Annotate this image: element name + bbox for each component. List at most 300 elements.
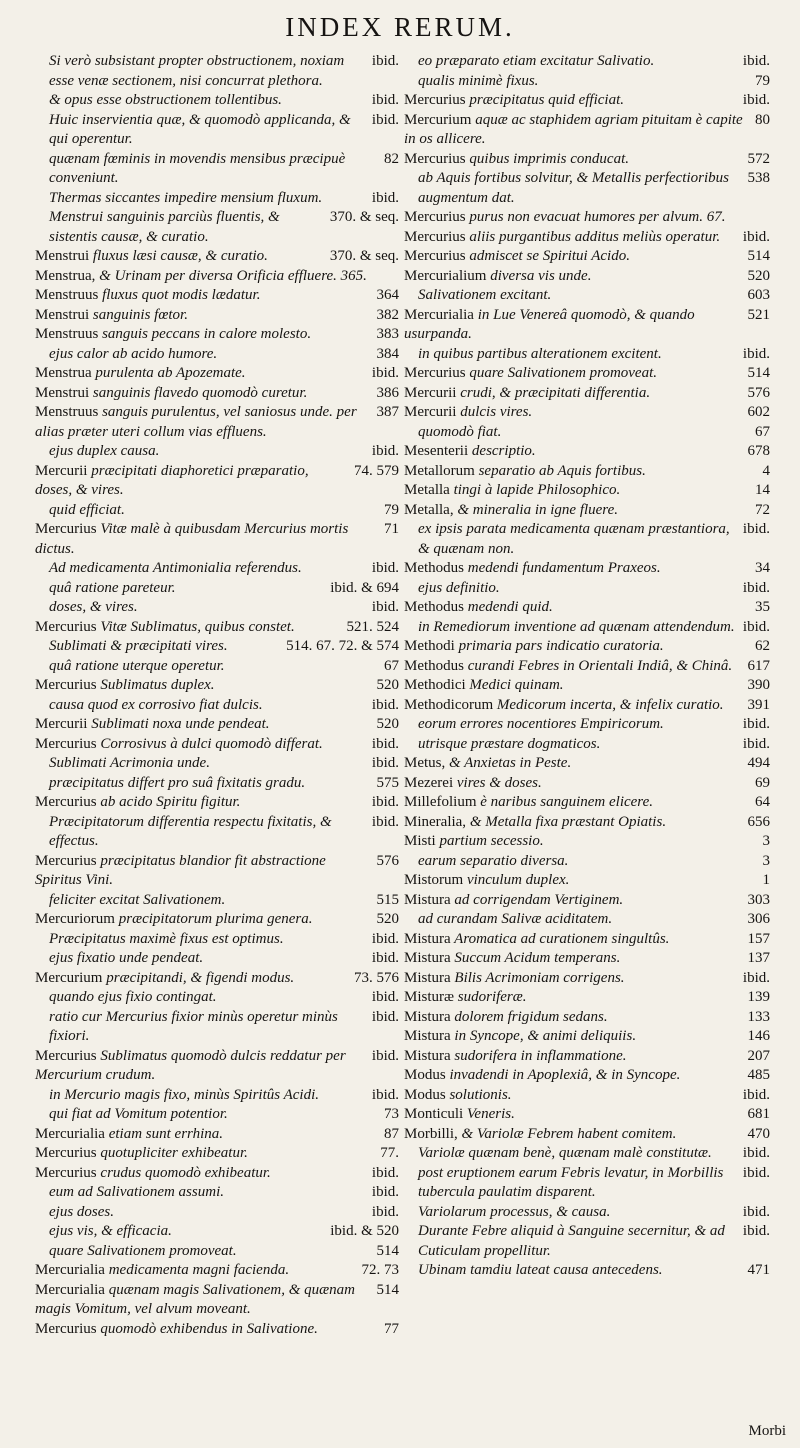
index-entry (404, 1164, 770, 1203)
entry-page-ref: 67 (755, 423, 770, 440)
entry-page-ref: 370. & seq. (329, 248, 399, 264)
index-entry (35, 189, 399, 209)
entry-page-ref: 520 (747, 267, 770, 284)
entry-heading: Mistura (404, 969, 451, 986)
index-entry (35, 306, 399, 326)
index-entry (404, 969, 770, 989)
entry-heading: Mercurius (35, 1145, 97, 1161)
index-entry (35, 1242, 399, 1262)
entry-page-ref: 1 (762, 872, 770, 888)
entry-page-ref: 67 (384, 657, 399, 674)
entry-text: ad curandam Salivæ aciditatem. (418, 911, 613, 927)
entry-heading: Metus, (404, 755, 446, 771)
entry-text: in quibus partibus alterationem excitent. (418, 345, 662, 362)
entry-page-ref: 3 (762, 852, 770, 869)
entry-heading: Mercurius (35, 794, 97, 810)
index-entry (404, 91, 770, 111)
index-entry (404, 1261, 770, 1281)
index-entry (404, 715, 770, 735)
index-entry (404, 286, 770, 306)
entry-heading: Mercurialium (404, 267, 487, 284)
index-entry (404, 111, 770, 150)
catchword: Morbi (748, 1423, 786, 1439)
index-entry (404, 1125, 770, 1145)
entry-text: quâ ratione pareteur. (49, 579, 176, 596)
entry-text: in Mercurio magis fixo, minùs Spiritûs Acidi. (49, 1086, 319, 1103)
index-entry (404, 949, 770, 969)
entry-heading: Mercurius (35, 618, 97, 635)
entry-text: sanguis peccans in calore molesto. (102, 326, 312, 342)
entry-text: purulenta ab Apozemate. (95, 365, 246, 381)
entry-text: quare Salivationem promoveat. (49, 1242, 237, 1259)
entry-text: purus non evacuat humores per alvum. 67. (469, 209, 726, 225)
entry-text: aliis purgantibus additus meliùs operatur. (469, 228, 721, 245)
entry-text: dulcis vires. (460, 404, 533, 420)
index-entry (404, 871, 770, 891)
entry-text: solutionis. (449, 1086, 512, 1103)
entry-page-ref: 35 (755, 599, 770, 615)
entry-page-ref: ibid. (371, 189, 399, 206)
entry-text: earum separatio diversa. (418, 852, 569, 869)
index-entry (35, 813, 399, 852)
entry-heading: Methodus (404, 599, 464, 615)
entry-text: separatio ab Aquis fortibus. (478, 462, 646, 479)
entry-text: etiam sunt errhina. (108, 1125, 224, 1142)
index-entry (404, 579, 770, 599)
entry-heading: Mezerei (404, 774, 454, 791)
entry-text: Medici quinam. (469, 677, 564, 693)
entry-page-ref: ibid. (742, 345, 770, 362)
entry-text: præcipitatus blandior fit abstractione Spiritus Vini. (35, 852, 326, 888)
entry-text: sanguis purulentus, vel saniosus unde. per alias præter uteri collum vias effluens. (35, 404, 357, 440)
index-entry (404, 423, 770, 443)
index-entry (404, 793, 770, 813)
entry-page-ref: 681 (747, 1106, 770, 1122)
entry-page-ref: 139 (747, 989, 770, 1005)
entry-page-ref: 514 (747, 365, 770, 381)
entry-heading: Morbilli, (404, 1125, 458, 1142)
entry-heading: Mineralia, (404, 813, 467, 830)
entry-text: doses, & vires. (49, 599, 138, 615)
entry-page-ref: ibid. (371, 1184, 399, 1200)
entry-text: Vitæ malè à quibusdam Mercurius mortis dictus. (35, 521, 349, 557)
index-entry (404, 1066, 770, 1086)
entry-heading: Mercurium (35, 969, 103, 986)
index-entry (404, 481, 770, 501)
index-entry (35, 793, 399, 813)
entry-text: ratio cur Mercurius fixior minùs operetur minùs fixiori. (49, 1008, 338, 1044)
entry-page-ref: ibid. (371, 365, 399, 381)
entry-heading: Mercurius (404, 228, 466, 245)
entry-text: vinculum duplex. (466, 872, 570, 888)
index-entry (35, 559, 399, 579)
entry-text: sanguinis fœtor. (92, 306, 188, 323)
entry-text: qui fiat ad Vomitum potentior. (49, 1106, 228, 1122)
entry-page-ref: ibid. (742, 1164, 770, 1181)
entry-heading: Misti (404, 833, 436, 849)
index-entry (35, 579, 399, 599)
entry-page-ref: ibid. (371, 1008, 399, 1025)
index-entry (404, 988, 770, 1008)
index-entry (404, 1222, 770, 1261)
index-entry (35, 1047, 399, 1086)
entry-text: qualis minimè fixus. (418, 72, 539, 89)
index-entry (404, 637, 770, 657)
entry-heading: Mercurius (404, 150, 466, 167)
entry-text: quâ ratione uterque operetur. (49, 657, 225, 674)
entry-text: aquæ ac staphidem agriam pituitam è capite in os allicere. (404, 111, 743, 147)
entry-text: in Syncope, & animi deliquiis. (454, 1028, 637, 1044)
entry-text: fluxus læsi causæ, & curatio. (92, 248, 268, 264)
index-entry (35, 1144, 399, 1164)
entry-text: post eruptionem earum Febris levatur, in Morbillis tubercula paulatim disparent. (418, 1164, 724, 1200)
entry-heading: Mercurius (404, 248, 466, 264)
entry-page-ref: ibid. (371, 560, 399, 576)
entry-page-ref: 515 (376, 891, 399, 908)
entry-text: ab acido Spiritu figitur. (100, 794, 241, 810)
entry-text: medendi fundamentum Praxeos. (467, 560, 661, 576)
entry-text: Sublimati Acrimonia unde. (49, 755, 210, 771)
entry-page-ref: 520 (376, 716, 399, 732)
entry-heading: Mercurius (404, 365, 466, 381)
entry-text: ejus calor ab acido humore. (49, 345, 218, 362)
index-entry (404, 403, 770, 423)
entry-page-ref: 77. (380, 1145, 399, 1161)
entry-heading: Menstrui (35, 384, 90, 401)
entry-text: Medicorum incerta, & infelix curatio. (496, 696, 724, 713)
entry-heading: Mistura (404, 950, 451, 966)
entry-text: Veneris. (466, 1106, 515, 1122)
index-entry (404, 1144, 770, 1164)
entry-page-ref: ibid. (371, 794, 399, 810)
entry-text: & Variolæ Febrem habent comitem. (461, 1125, 677, 1142)
entry-text: præcipitatus quid efficiat. (469, 92, 624, 108)
entry-page-ref: ibid. (371, 735, 399, 752)
index-entry (404, 930, 770, 950)
entry-page-ref: 364 (376, 287, 399, 303)
entry-text: quænam fœminis in movendis mensibus præcipuè conveniunt. (49, 150, 346, 186)
entry-heading: Mercurii (404, 404, 457, 420)
entry-heading: Mercurialia (404, 306, 474, 323)
entry-text: Variolæ quænam benè, quænam malè constitutæ. (418, 1145, 712, 1161)
entry-heading: Mistorum (404, 872, 464, 888)
entry-page-ref: ibid. (742, 1086, 770, 1103)
entry-page-ref: 133 (747, 1008, 770, 1025)
entry-text: quare Salivationem promoveat. (469, 365, 658, 381)
index-entry (35, 891, 399, 911)
entry-text: crudi, & præcipitati differentia. (460, 384, 651, 401)
index-entry (35, 462, 399, 501)
index-entry (404, 267, 770, 287)
entry-page-ref: ibid. (371, 53, 399, 69)
entry-page-ref: 485 (747, 1067, 770, 1083)
index-entry (35, 384, 399, 404)
entry-page-ref: 79 (755, 72, 770, 89)
entry-page-ref: ibid. (742, 969, 770, 986)
index-entry (404, 1203, 770, 1223)
entry-text: ejus doses. (49, 1203, 114, 1220)
entry-text: diversa vis unde. (490, 267, 592, 284)
entry-page-ref: ibid. (371, 696, 399, 713)
index-entry (35, 345, 399, 365)
index-entry (35, 403, 399, 442)
entry-text: ex ipsis parata medicamenta quænam præstantiora, & quænam non. (418, 521, 730, 557)
entry-page-ref: ibid. (742, 1223, 770, 1239)
index-entry (35, 1105, 399, 1125)
entry-page-ref: 14 (755, 482, 770, 498)
entry-heading: Mercurii (35, 716, 88, 732)
entry-text: ejus duplex causa. (49, 443, 160, 459)
entry-page-ref: 79 (384, 501, 399, 518)
index-entry (35, 1008, 399, 1047)
entry-heading: Metallorum (404, 462, 475, 479)
entry-heading: Metalla (404, 482, 450, 498)
index-entry (404, 501, 770, 521)
entry-heading: Mercurius (35, 852, 97, 869)
entry-page-ref: 382 (376, 306, 399, 323)
entry-text: præcipitati diaphoretici præparatio, doses, & vires. (35, 462, 309, 498)
entry-heading: Misturæ (404, 989, 455, 1005)
entry-text: Durante Febre aliquid à Sanguine secernitur, & ad Cuticulam propellitur. (418, 1223, 725, 1259)
entry-page-ref: ibid. (742, 521, 770, 537)
entry-heading: Mercurii (35, 462, 88, 479)
entry-text: Ubinam tamdiu lateat causa antecedens. (418, 1262, 663, 1278)
entry-page-ref: 521. 524 (346, 618, 399, 635)
entry-page-ref: ibid. (371, 599, 399, 615)
entry-text: quando ejus fixio contingat. (49, 989, 217, 1005)
entry-page-ref: 64 (755, 794, 770, 810)
index-entry (35, 364, 399, 384)
index-entry (35, 676, 399, 696)
entry-page-ref: 303 (747, 891, 770, 908)
entry-text: Sublimatus quomodò dulcis reddatur per Mercurium crudum. (35, 1047, 346, 1083)
entry-page-ref: ibid. (371, 443, 399, 459)
entry-text: Menstrui sanguinis parciùs fluentis, & sistentis causæ, & curatio. (49, 209, 280, 245)
entry-page-ref: 80 (755, 111, 770, 128)
entry-heading: Mercurius (35, 1320, 97, 1337)
entry-page-ref: 87 (384, 1125, 399, 1142)
entry-page-ref: ibid. (371, 111, 399, 128)
index-entry (35, 754, 399, 774)
entry-text: ejus vis, & efficacia. (49, 1223, 172, 1239)
entry-text: Huic inservientia quæ, & quomodò applicanda, & qui operentur. (49, 111, 351, 147)
entry-page-ref: 520 (376, 677, 399, 693)
entry-page-ref: 146 (747, 1028, 770, 1044)
entry-heading: Mistura (404, 891, 451, 908)
entry-heading: Menstrui (35, 248, 90, 264)
entry-heading: Mercurium (404, 111, 472, 128)
entry-text: in Lue Venereâ quomodò, & quando usurpanda. (404, 306, 695, 342)
entry-heading: Mercurius (35, 677, 97, 693)
index-entry (35, 1183, 399, 1203)
entry-text: Si verò subsistant propter obstructionem, noxiam esse venæ sectionem, nisi concurrat plethora. (49, 53, 345, 89)
entry-page-ref: ibid. (742, 53, 770, 69)
entry-text: & opus esse obstructionem tollentibus. (49, 92, 282, 108)
index-entry (404, 364, 770, 384)
index-column-right (404, 52, 770, 1281)
index-entry (404, 247, 770, 267)
entry-heading: Modus (404, 1086, 446, 1103)
entry-text: descriptio. (471, 443, 536, 459)
index-entry (35, 910, 399, 930)
entry-text: quibus imprimis conducat. (469, 150, 629, 167)
entry-page-ref: 207 (747, 1047, 770, 1064)
index-entry (404, 150, 770, 170)
entry-text: Sublimatus duplex. (100, 677, 215, 693)
entry-heading: Methodus (404, 657, 464, 674)
entry-page-ref: 370. & seq. (329, 209, 399, 225)
index-entry (404, 618, 770, 638)
index-entry (35, 988, 399, 1008)
index-entry (404, 462, 770, 482)
entry-page-ref: ibid. (371, 813, 399, 830)
entry-page-ref: 62 (755, 638, 770, 654)
entry-page-ref: ibid. (371, 989, 399, 1005)
entry-text: ejus definitio. (418, 579, 500, 596)
entry-text: medendi quid. (467, 599, 553, 615)
entry-heading: Menstruus (35, 326, 99, 342)
entry-heading: Menstruus (35, 287, 99, 303)
index-entry (35, 325, 399, 345)
entry-heading: Mistura (404, 1008, 451, 1025)
entry-page-ref: ibid. (371, 930, 399, 947)
entry-page-ref: 471 (747, 1262, 770, 1278)
entry-text: crudus quomodò exhibeatur. (100, 1164, 271, 1181)
index-entry (404, 598, 770, 618)
entry-page-ref: 514. 67. 72. & 574 (286, 638, 399, 654)
entry-text: quænam magis Salivationem, & quænam magis Vomitum, vel alvum moveant. (35, 1281, 355, 1317)
entry-page-ref: 306 (747, 911, 770, 927)
index-entry (35, 696, 399, 716)
entry-page-ref: 656 (747, 813, 770, 830)
entry-heading: Mercurius (35, 1047, 97, 1064)
entry-heading: Mistura (404, 930, 451, 947)
index-entry (35, 1125, 399, 1145)
entry-text: vires & doses. (456, 774, 542, 791)
entry-text: Præcipitatus maximè fixus est optimus. (49, 930, 284, 947)
entry-heading: Modus (404, 1067, 446, 1083)
entry-heading: Mercuriorum (35, 911, 115, 927)
index-entry (404, 657, 770, 677)
entry-page-ref: 603 (747, 287, 770, 303)
index-entry (404, 52, 770, 72)
entry-page-ref: 72. 73 (361, 1262, 399, 1278)
entry-page-ref: 387 (376, 404, 399, 420)
index-entry (404, 208, 770, 228)
entry-text: ejus fixatio unde pendeat. (49, 950, 204, 966)
entry-text: eorum errores nocentiores Empiricorum. (418, 716, 664, 732)
entry-page-ref: 576 (747, 384, 770, 401)
index-entry (404, 72, 770, 92)
entry-heading: Menstrui (35, 306, 90, 323)
entry-text: curandi Febres in Orientali Indiâ, & Chinâ. (467, 657, 733, 674)
entry-page-ref: 390 (747, 677, 770, 693)
entry-text: eo præparato etiam excitatur Salivatio. (418, 53, 655, 69)
entry-heading: Mercurialia (35, 1262, 105, 1278)
entry-text: è naribus sanguinem elicere. (480, 794, 653, 810)
entry-text: fluxus quot modis lædatur. (102, 287, 261, 303)
entry-page-ref: ibid. (742, 716, 770, 732)
index-entry (35, 637, 399, 657)
entry-page-ref: 617 (747, 657, 770, 674)
index-entry (404, 1008, 770, 1028)
entry-text: Sublimati & præcipitati vires. (49, 638, 228, 654)
entry-heading: Methodus (404, 560, 464, 576)
entry-heading: Mercurialia (35, 1281, 105, 1298)
index-entry (35, 715, 399, 735)
entry-page-ref: 383 (376, 326, 399, 342)
entry-heading: Menstruus (35, 404, 99, 420)
entry-page-ref: ibid. (742, 735, 770, 752)
index-entry (35, 501, 399, 521)
index-entry (404, 891, 770, 911)
entry-text: ad corrigendam Vertiginem. (454, 891, 624, 908)
entry-page-ref: ibid. (371, 950, 399, 966)
entry-page-ref: 575 (376, 774, 399, 791)
index-entry (404, 1027, 770, 1047)
index-entry (404, 676, 770, 696)
entry-page-ref: 386 (376, 384, 399, 401)
entry-text: quomodò fiat. (418, 423, 502, 440)
entry-heading: Menstrua, (35, 267, 96, 284)
entry-heading: Mercurius (35, 1164, 97, 1181)
index-entry (404, 910, 770, 930)
entry-text: Corrosivus à dulci quomodò differat. (100, 735, 323, 752)
entry-heading: Metalla, (404, 501, 454, 518)
entry-heading: Methodici (404, 677, 466, 693)
index-entry (35, 520, 399, 559)
index-entry (35, 1261, 399, 1281)
index-entry (35, 247, 399, 267)
entry-page-ref: 69 (755, 774, 770, 791)
entry-heading: Methodi (404, 638, 455, 654)
index-entry (35, 267, 399, 287)
entry-text: quotupliciter exhibeatur. (100, 1145, 248, 1161)
index-entry (35, 1320, 399, 1340)
entry-page-ref: ibid. (371, 1203, 399, 1220)
entry-page-ref: 34 (755, 560, 770, 576)
index-entry (404, 696, 770, 716)
entry-page-ref: ibid. (742, 1203, 770, 1220)
entry-heading: Millefolium (404, 794, 477, 810)
entry-text: eum ad Salivationem assumi. (49, 1184, 224, 1200)
entry-page-ref: ibid. (371, 1047, 399, 1064)
entry-page-ref: 73. 576 (354, 969, 399, 986)
entry-page-ref: 391 (747, 696, 770, 713)
entry-heading: Menstrua (35, 365, 92, 381)
entry-page-ref: 82 (384, 150, 399, 167)
index-entry (404, 832, 770, 852)
index-entry (404, 520, 770, 559)
index-entry (35, 286, 399, 306)
entry-text: quid efficiat. (49, 501, 125, 518)
index-entry (404, 228, 770, 248)
index-entry (404, 1105, 770, 1125)
entry-page-ref: 576 (376, 852, 399, 869)
entry-page-ref: ibid. (742, 618, 770, 635)
entry-text: partium secessio. (439, 833, 544, 849)
entry-page-ref: 520 (376, 911, 399, 927)
index-entry (35, 949, 399, 969)
entry-page-ref: ibid. (742, 92, 770, 108)
entry-text: primaria pars indicatio curatoria. (458, 638, 664, 654)
entry-page-ref: 538 (747, 170, 770, 186)
index-entry (404, 754, 770, 774)
index-entry (35, 1086, 399, 1106)
index-entry (35, 598, 399, 618)
entry-text: tingi à lapide Philosophico. (453, 482, 621, 498)
entry-heading: Methodicorum (404, 696, 494, 713)
